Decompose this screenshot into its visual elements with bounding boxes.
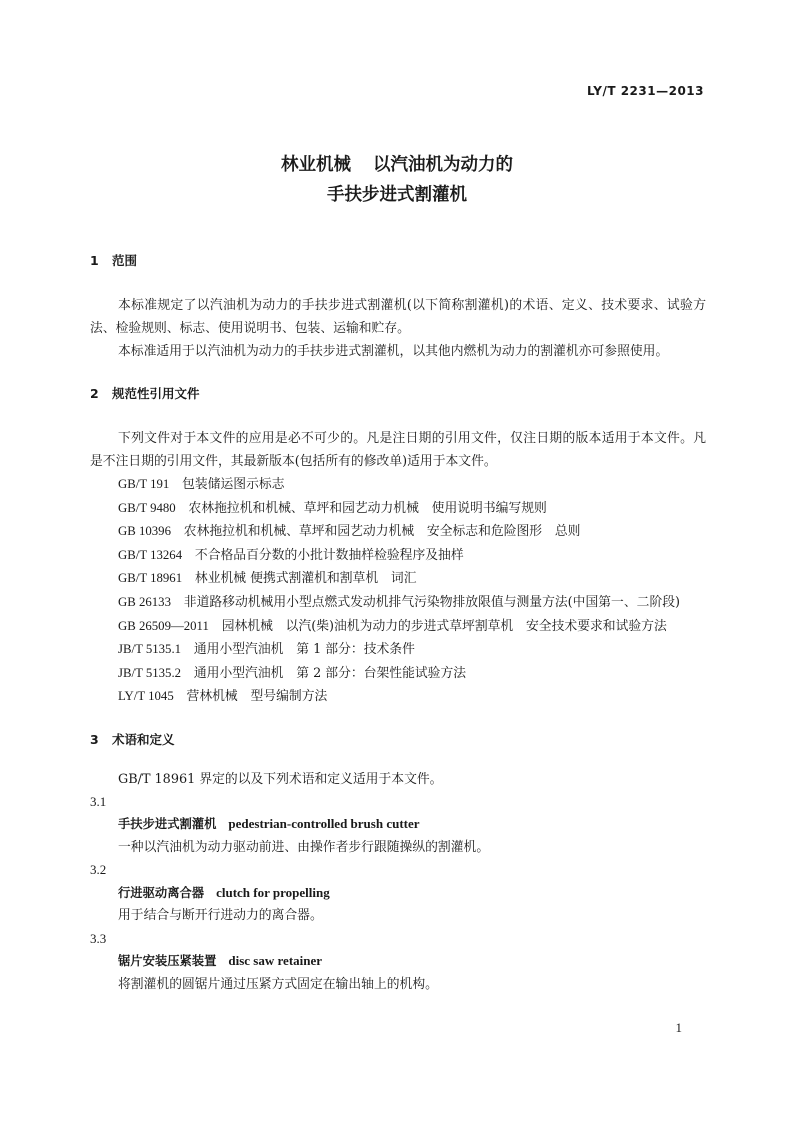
reference-title: 农林拖拉机和机械、草坪和园艺动力机械 使用说明书编写规则 [188, 500, 547, 516]
reference-item [90, 685, 706, 709]
reference-code: GB/T 13264 [118, 547, 183, 562]
reference-title: 通用小型汽油机 第 2 部分：台架性能试验方法 [193, 665, 467, 681]
standard-number: LY/T 2231—2013 [586, 84, 704, 98]
reference-item [90, 497, 706, 521]
reference-code: GB 10396 [118, 524, 171, 539]
reference-title: 非道路移动机械用小型点燃式发动机排气污染物排放限值与测量方法(中国第一、二阶段) [183, 594, 681, 610]
title-line-1-part-2: 以汽油机为动力的 [373, 155, 513, 175]
term-name-zh: 手扶步进式割灌机 [118, 817, 217, 832]
reference-code: GB/T 9480 [118, 500, 176, 515]
reference-code: GB 26509—2011 [118, 618, 209, 633]
term-name [90, 882, 706, 906]
section-2-heading [90, 385, 706, 403]
term-name [90, 813, 706, 837]
reference-code: LY/T 1045 [118, 689, 174, 704]
section-1-heading [90, 252, 706, 270]
reference-item [90, 591, 706, 615]
title-line-1 [0, 150, 794, 180]
reference-title: 包装储运图示标志 [182, 477, 285, 492]
term-name-en: disc saw retainer [228, 953, 323, 969]
reference-item [90, 638, 706, 662]
reference-title: 园林机械 以汽(柴)油机为动力的步进式草坪割草机 安全技术要求和试验方法 [221, 618, 667, 634]
term-definition: 将割灌机的圆锯片通过压紧方式固定在输出轴上的机构。 [118, 976, 438, 992]
term-number: 3.1 [90, 793, 107, 809]
reference-item [90, 662, 706, 686]
reference-code: JB/T 5135.1 [118, 642, 182, 657]
reference-title: 农林拖拉机和机械、草坪和园艺动力机械 安全标志和危险图形 总则 [183, 524, 581, 540]
section-3-intro: GB/T 18961 界定的以及下列术语和定义适用于本文件。 [118, 771, 443, 787]
section-number: 3 [90, 731, 99, 747]
section-1-paragraph: 本标准规定了以汽油机为动力的手扶步进式割灌机(以下简称割灌机)的术语、定义、技术要求、试验方法、检验规则、标志、使用说明书、包装、运输和贮存。 [90, 298, 706, 336]
term-name-en: clutch for propelling [216, 884, 330, 900]
term-number: 3.2 [90, 862, 107, 878]
reference-title: 不合格品百分数的小批计数抽样检验程序及抽样 [194, 547, 464, 563]
title-line-2: 手扶步进式割灌机 [327, 185, 467, 205]
term-name-zh: 行进驱动离合器 [118, 885, 205, 900]
document-title [0, 150, 794, 210]
reference-code: GB/T 191 [118, 477, 170, 491]
reference-code: GB/T 18961 [118, 571, 183, 586]
section-3-heading [90, 731, 706, 749]
term-name-en: pedestrian-controlled brush cutter [228, 816, 420, 832]
term-definition: 一种以汽油机为动力驱动前进、由操作者步行跟随操纵的割灌机。 [118, 839, 490, 855]
reference-item [90, 615, 706, 639]
reference-title: 通用小型汽油机 第 1 部分：技术条件 [193, 642, 415, 658]
section-2-intro: 下列文件对于本文件的应用是必不可少的。凡是注日期的引用文件，仅注日期的版本适用于本文件。凡是不注日期的引用文件，其最新版本(包括所有的修改单)适用于本文件。 [90, 431, 706, 469]
reference-code: GB 26133 [118, 594, 171, 609]
section-title: 范围 [112, 253, 138, 268]
reference-code: JB/T 5135.2 [118, 665, 182, 680]
reference-item [90, 473, 706, 497]
reference-title: 林业机械 便携式割灌机和割草机 词汇 [194, 571, 417, 587]
document-body [90, 252, 706, 996]
section-1-paragraph: 本标准适用于以汽油机为动力的手扶步进式割灌机，以其他内燃机为动力的割灌机亦可参照使用。 [118, 344, 669, 359]
title-line-1-part-1: 林业机械 [281, 155, 351, 175]
section-number: 1 [90, 253, 99, 268]
term-name [90, 950, 706, 974]
term-number: 3.3 [90, 930, 107, 946]
reference-item [90, 544, 706, 568]
page-number: 1 [675, 1020, 682, 1035]
reference-item [90, 520, 706, 544]
section-number: 2 [90, 386, 99, 401]
reference-item [90, 567, 706, 591]
term-name-zh: 锯片安装压紧装置 [118, 954, 217, 969]
term-definition: 用于结合与断开行进动力的离合器。 [118, 908, 323, 924]
section-title: 规范性引用文件 [112, 386, 200, 401]
section-title: 术语和定义 [112, 731, 175, 747]
reference-title: 营林机械 型号编制方法 [186, 689, 328, 705]
